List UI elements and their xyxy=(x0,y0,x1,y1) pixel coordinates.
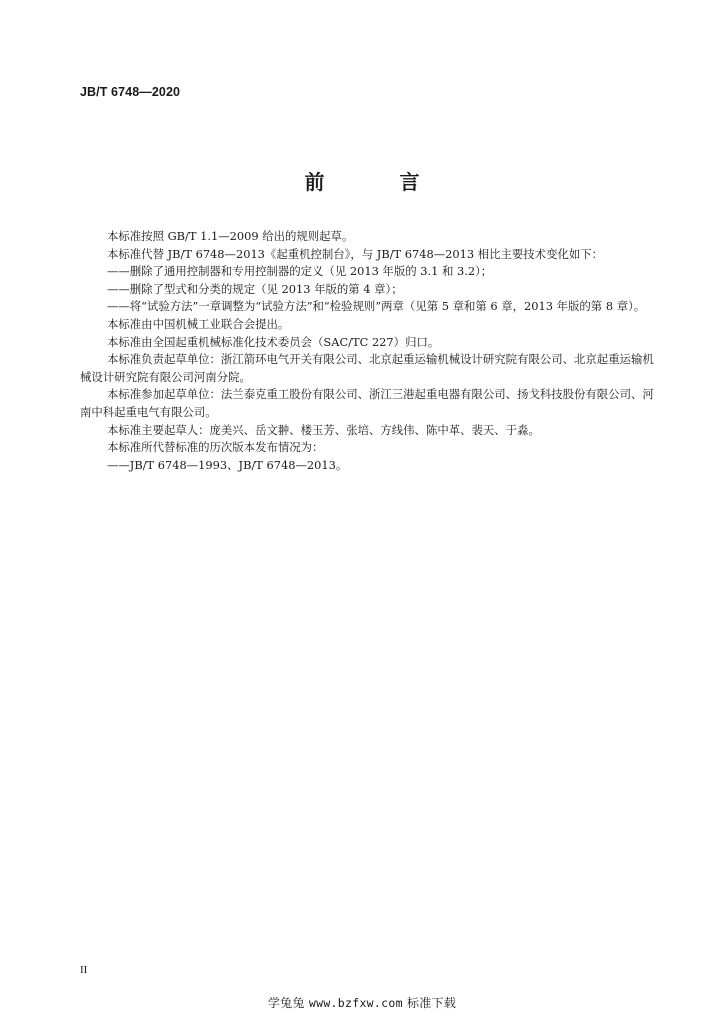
footer-tagline: 标准下载 xyxy=(406,996,457,1010)
paragraph-proposer: 本标准由中国机械工业联合会提出。 xyxy=(107,316,290,331)
page-title: 前 言 xyxy=(304,170,454,194)
change-item: ——将“试验方法”一章调整为“试验方法”和“检验规则”两章（见第 5 章和第 6 章，2013 年版的第 8 章）。 xyxy=(107,299,646,314)
paragraph-drafting-rules: 本标准按照 GB/T 1.1—2009 给出的规则起草。 xyxy=(107,229,354,243)
change-item: ——删除了通用控制器和专用控制器的定义（见 2013 年版的 3.1 和 3.2）； xyxy=(107,264,493,279)
footer-watermark xyxy=(0,994,724,1011)
change-item: ——删除了型式和分类的规定（见 2013 年版的第 4 章）； xyxy=(107,281,403,296)
history-item: ——JB/T 6748—1993、JB/T 6748—2013。 xyxy=(107,457,348,472)
foreword-body xyxy=(80,228,660,474)
paragraph-main-authors: 本标准主要起草人：庞美兴、岳文翀、楼玉芳、张培、方线伟、陈中革、裴天、于淼。 xyxy=(107,422,540,437)
paragraph-committee: 本标准由全国起重机械标准化技术委员会（SAC/TC 227）归口。 xyxy=(107,334,440,349)
page-number: II xyxy=(80,964,88,976)
paragraph-replacement: 本标准代替 JB/T 6748—2013《起重机控制台》，与 JB/T 6748—2013 相比主要技术变化如下： xyxy=(107,246,604,261)
paragraph-history: 本标准所代替标准的历次版本发布情况为： xyxy=(107,440,324,455)
paragraph-lead-drafters: 本标准负责起草单位：浙江箭环电气开关有限公司、北京起重运输机械设计研究院有限公司、北京起重运输机械设计研究院有限公司河南分院。 xyxy=(80,352,654,384)
footer-url[interactable]: www.bzfxw.com xyxy=(308,996,403,1010)
paragraph-participating-drafters: 本标准参加起草单位：法兰泰克重工股份有限公司、浙江三港起重电器有限公司、扬戈科技股份有限公司、河南中科起重电气有限公司。 xyxy=(80,387,654,419)
standard-code: JB/T 6748—2020 xyxy=(80,85,181,99)
footer-site-name: 学兔兔 xyxy=(267,996,305,1010)
